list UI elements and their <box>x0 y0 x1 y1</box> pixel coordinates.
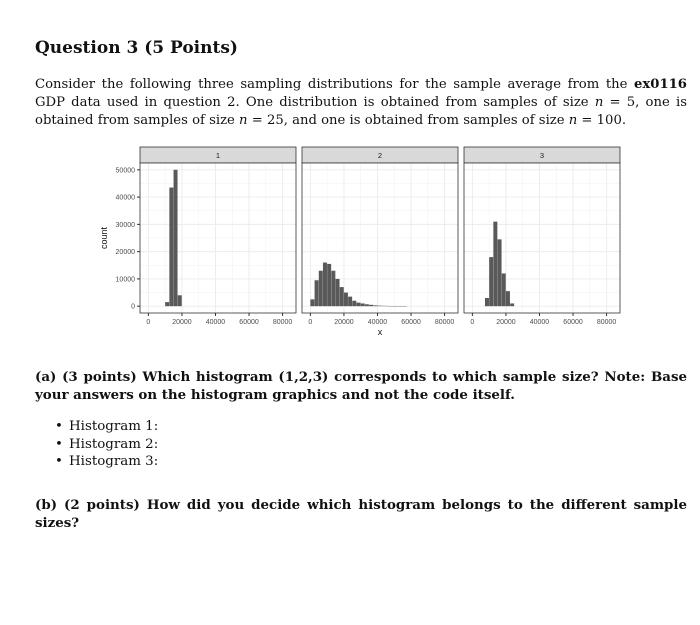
histogram-bar <box>510 303 514 306</box>
y-tick-label: 0 <box>131 303 135 311</box>
histogram-bar <box>310 299 314 306</box>
histogram-bar <box>327 264 331 306</box>
histogram-bar <box>489 257 493 306</box>
histogram-bar <box>361 303 365 306</box>
histogram-bar <box>319 271 323 306</box>
x-tick-label: 20000 <box>172 319 192 326</box>
histogram-bar <box>373 305 377 306</box>
x-tick-label: 20000 <box>334 319 354 326</box>
histogram-2-answer: • Histogram 2: <box>55 436 158 454</box>
y-tick-label: 50000 <box>115 167 135 175</box>
x-tick-label: 40000 <box>529 319 550 326</box>
histogram-bar <box>357 303 361 307</box>
histogram-bar <box>336 279 340 306</box>
x-tick-label: 80000 <box>596 319 617 326</box>
y-tick-label: 40000 <box>115 194 135 202</box>
x-tick-label: 80000 <box>272 319 293 326</box>
histogram-3-answer: • Histogram 3: <box>55 453 158 471</box>
question-title: Question 3 (5 Points) <box>35 38 238 58</box>
x-tick-label: 0 <box>308 319 313 326</box>
histogram-bar <box>169 188 173 307</box>
dataset-name: ex0116 <box>634 77 687 92</box>
y-axis-label: count <box>99 226 109 250</box>
histogram-bar <box>174 170 178 306</box>
part-b-question: (b) (2 points) How did you decide which histogram belongs to the different sample sizes? <box>35 497 687 531</box>
y-tick-label: 10000 <box>115 276 135 284</box>
histogram-bar <box>502 273 506 306</box>
histogram-bar <box>331 271 335 306</box>
x-tick-label: 40000 <box>205 319 226 326</box>
x-axis-label: x <box>377 327 383 337</box>
histogram-bar <box>485 298 489 306</box>
x-tick-label: 60000 <box>563 319 583 326</box>
part-a-question: (a) (3 points) Which histogram (1,2,3) corresponds to which sample size? Note: Base your answers on the histogram graphics and not the code itself. <box>35 369 687 403</box>
x-tick-label: 60000 <box>239 319 259 326</box>
histogram-bar <box>178 295 182 306</box>
histogram-answer-list <box>55 418 158 471</box>
histogram-bar <box>377 306 381 307</box>
x-tick-label: 40000 <box>367 319 388 326</box>
histogram-figure <box>95 142 625 337</box>
histogram-bar <box>352 301 356 306</box>
facet-label: 1 <box>215 151 221 160</box>
histogram-bar <box>506 291 510 306</box>
x-tick-label: 0 <box>470 319 475 326</box>
histogram-bar <box>365 304 369 306</box>
histogram-bar <box>493 222 497 307</box>
histogram-bar <box>344 293 348 307</box>
x-tick-label: 20000 <box>496 319 516 326</box>
histogram-1-answer: • Histogram 1: <box>55 418 158 436</box>
facet-label: 3 <box>539 151 545 160</box>
histogram-bar <box>165 302 169 306</box>
x-tick-label: 60000 <box>401 319 421 326</box>
y-tick-label: 20000 <box>115 249 135 257</box>
question-intro: Consider the following three sampling distributions for the sample average from the ex0116 GDP data used in question 2. One distribution is obtained from samples of size n = 5, one is obtained from samples of size n = 25, and one is obtained from samples of size n = 100. <box>35 77 687 128</box>
x-tick-label: 80000 <box>434 319 455 326</box>
histogram-bar <box>315 280 319 306</box>
facet-label: 2 <box>377 151 383 160</box>
y-tick-label: 30000 <box>115 221 135 229</box>
histogram-bar <box>340 287 344 306</box>
histogram-bar <box>369 305 373 306</box>
histogram-bar <box>323 263 327 307</box>
histogram-bar <box>348 297 352 307</box>
histogram-bar <box>498 239 502 306</box>
x-tick-label: 0 <box>146 319 151 326</box>
